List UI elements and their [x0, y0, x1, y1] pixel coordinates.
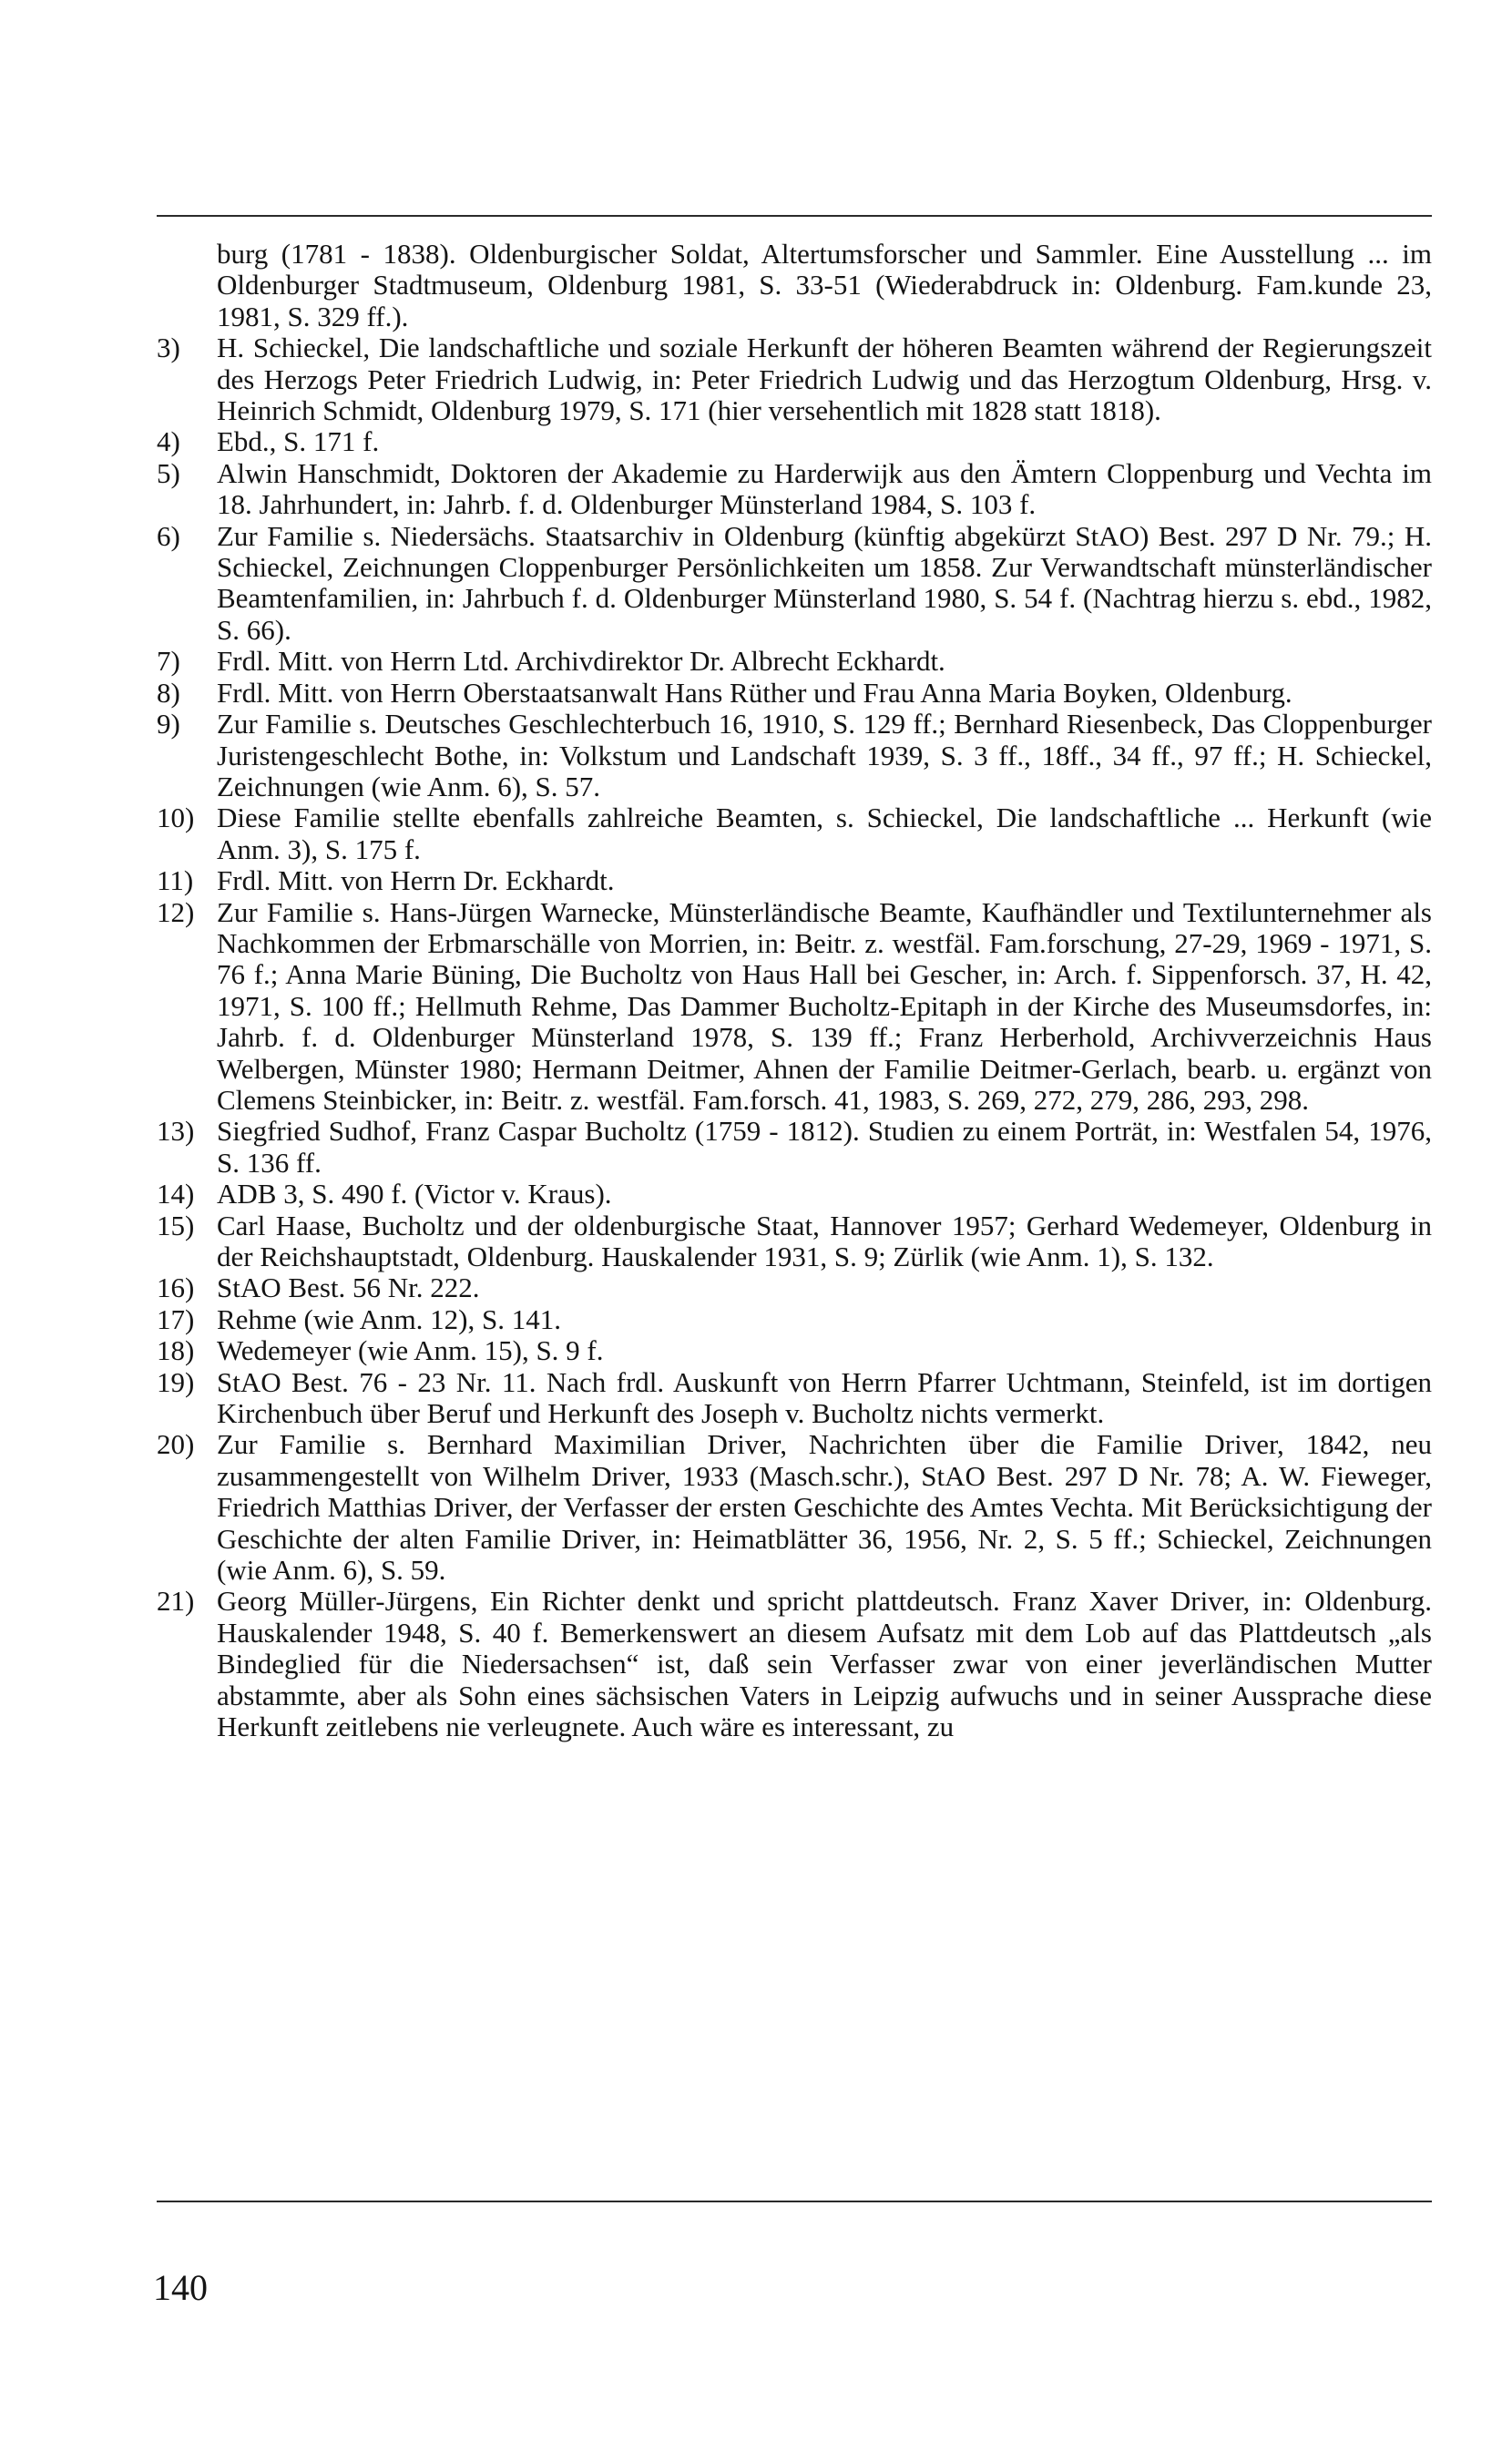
- footnote-number: 4): [157, 425, 180, 458]
- footnote-text: Siegfried Sudhof, Franz Caspar Bucholtz (1759 - 1812). Studien zu einem Porträt, in: Westfalen 54, 1976, S. 136 ff.: [217, 1115, 1432, 1179]
- page-number: 140: [153, 2267, 208, 2308]
- footnote: [157, 1367, 1432, 1430]
- footnote: [157, 1335, 1432, 1366]
- footnote-text: Frdl. Mitt. von Herrn Dr. Eckhardt.: [217, 864, 615, 897]
- footnote-number: 18): [157, 1334, 195, 1367]
- footnote-number: 17): [157, 1302, 195, 1335]
- footnote: [157, 239, 1432, 332]
- footnote-number: 12): [157, 895, 195, 928]
- footnote-text: Ebd., S. 171 f.: [217, 425, 380, 458]
- footnote-number: 20): [157, 1428, 195, 1461]
- footnote-number: 9): [157, 708, 180, 740]
- footnote-number: 11): [157, 864, 194, 897]
- footnote: [157, 1586, 1432, 1742]
- footnotes: [157, 239, 1432, 1743]
- footnote-text: Zur Familie s. Deutsches Geschlechterbuch 16, 1910, S. 129 ff.; Bernhard Riesenbeck, Das Cloppenburger Juristengeschlecht Bothe, in: Volkstum und Landschaft 1939, S. 3 ff., 18ff., 34 ff., 97 ff.; H. Schieckel, Zeichnungen (wie Anm. 6), S. 57.: [217, 708, 1432, 802]
- footnote-number: 10): [157, 802, 195, 834]
- footnote: [157, 1429, 1432, 1586]
- footnote-number: 14): [157, 1178, 195, 1210]
- footnote-number: 7): [157, 645, 180, 678]
- footnote-number: 19): [157, 1365, 195, 1398]
- footnote: [157, 426, 1432, 457]
- footnote-number: 15): [157, 1209, 195, 1241]
- footnote-number: 3): [157, 332, 180, 364]
- footnote-text: Rehme (wie Anm. 12), S. 141.: [217, 1302, 561, 1335]
- footnote: [157, 1179, 1432, 1210]
- bottom-rule: [157, 2201, 1432, 2202]
- footnote: [157, 678, 1432, 709]
- footnote: [157, 897, 1432, 1117]
- footnote-text: burg (1781 - 1838). Oldenburgischer Soldat, Altertumsforscher und Sammler. Eine Ausstellung ... im Oldenburger Stadtmuseum, Oldenburg 1981, S. 33-51 (Wiederabdruck in: Oldenburg. Fam.kunde 23, 1981, S. 329 ff.).: [217, 238, 1432, 332]
- top-rule: [157, 215, 1432, 217]
- footnote-text: Carl Haase, Bucholtz und der oldenburgische Staat, Hannover 1957; Gerhard Wedemeyer, Oldenburg in der Reichshauptstadt, Oldenburg. Hauskalender 1931, S. 9; Zürlik (wie Anm. 1), S. 132.: [217, 1209, 1432, 1272]
- footnote: [157, 865, 1432, 896]
- footnote-text: H. Schieckel, Die landschaftliche und soziale Herkunft der höheren Beamten während der Regierungszeit des Herzogs Peter Friedrich Ludwig, in: Peter Friedrich Ludwig und das Herzogtum Oldenburg, Hrsg. v. Heinrich Schmidt, Oldenburg 1979, S. 171 (hier versehentlich mit 1828 statt 1818).: [217, 332, 1432, 427]
- footnote: [157, 709, 1432, 802]
- footnote-text: Diese Familie stellte ebenfalls zahlreiche Beamten, s. Schieckel, Die landschaftliche ... Herkunft (wie Anm. 3), S. 175 f.: [217, 802, 1432, 865]
- footnote-text: StAO Best. 56 Nr. 222.: [217, 1272, 480, 1304]
- footnote-text: ADB 3, S. 490 f. (Victor v. Kraus).: [217, 1178, 612, 1210]
- footnote: [157, 1210, 1432, 1273]
- footnote-number: 5): [157, 456, 180, 489]
- footnote: [157, 802, 1432, 865]
- footnote-text: StAO Best. 76 - 23 Nr. 11. Nach frdl. Auskunft von Herrn Pfarrer Uchtmann, Steinfeld, ist im dortigen Kirchenbuch über Beruf und Herkunft des Joseph v. Bucholtz nichts vermerkt.: [217, 1365, 1432, 1430]
- footnote-text: Alwin Hanschmidt, Doktoren der Akademie zu Harderwijk aus den Ämtern Cloppenburg und Vechta im 18. Jahrhundert, in: Jahrb. f. d. Oldenburger Münsterland 1984, S. 103 f.: [217, 456, 1432, 521]
- footnote: [157, 521, 1432, 647]
- footnote: [157, 458, 1432, 521]
- footnote-number: 13): [157, 1115, 195, 1148]
- footnote-number: 21): [157, 1585, 195, 1618]
- footnote-number: 6): [157, 519, 180, 552]
- footnote: [157, 1116, 1432, 1179]
- footnote-number: 16): [157, 1272, 195, 1304]
- footnote-text: Zur Familie s. Hans-Jürgen Warnecke, Münsterländische Beamte, Kaufhändler und Textilunternehmer als Nachkommen der Erbmarschälle von Morrien, in: Beitr. z. westfäl. Fam.forschung, 27-29, 1969 - 1971, S. 76 f.; Anna Marie Büning, Die Bucholtz von Haus Hall bei Gescher, in: Arch. f. Sippenforsch. 37, H. 42, 1971, S. 100 ff.; Hellmuth Rehme, Das Dammer Bucholtz-Epitaph in der Kirche des Museumsdorfes, in: Jahrb. f. d. Oldenburger Münsterland 1978, S. 139 ff.; Franz Herberhold, Archivverzeichnis Haus Welbergen, Münster 1980; Hermann Deitmer, Ahnen der Familie Deitmer-Gerlach, bearb. u. ergänzt von Clemens Steinbicker, in: Beitr. z. westfäl. Fam.forsch. 41, 1983, S. 269, 272, 279, 286, 293, 298.: [217, 895, 1432, 1116]
- footnote-text: Frdl. Mitt. von Herrn Ltd. Archivdirektor Dr. Albrecht Eckhardt.: [217, 645, 945, 678]
- footnote-text: Georg Müller-Jürgens, Ein Richter denkt und spricht plattdeutsch. Franz Xaver Driver, in: Oldenburg. Hauskalender 1948, S. 40 f. Bemerkenswert an diesem Aufsatz mit dem Lob auf das Plattdeutsch „als Bindeglied für die Niedersachsen“ ist, daß sein Verfasser zwar von einer jeverländischen Mutter abstammte, aber als Sohn eines sächsischen Vaters in Leipzig aufwuchs und in seiner Aussprache diese Herkunft zeitlebens nie verleugnete. Auch wäre es interessant, zu: [217, 1585, 1432, 1743]
- footnote-text: Zur Familie s. Bernhard Maximilian Driver, Nachrichten über die Familie Driver, 1842, neu zusammengestellt von Wilhelm Driver, 1933 (Masch.schr.), StAO Best. 297 D Nr. 78; A. W. Fieweger, Friedrich Matthias Driver, der Verfasser der ersten Geschichte des Amtes Vechta. Mit Berücksichtigung der Geschichte der alten Familie Driver, in: Heimatblätter 36, 1956, Nr. 2, S. 5 ff.; Schieckel, Zeichnungen (wie Anm. 6), S. 59.: [217, 1428, 1432, 1587]
- footnote: [157, 646, 1432, 677]
- footnote: [157, 1272, 1432, 1303]
- footnote: [157, 332, 1432, 426]
- footnote-text: Wedemeyer (wie Anm. 15), S. 9 f.: [217, 1334, 604, 1367]
- footnote-text: Frdl. Mitt. von Herrn Oberstaatsanwalt Hans Rüther und Frau Anna Maria Boyken, Oldenburg.: [217, 676, 1292, 709]
- footnote-text: Zur Familie s. Niedersächs. Staatsarchiv in Oldenburg (künftig abgekürzt StAO) Best. 297 D Nr. 79.; H. Schieckel, Zeichnungen Cloppenburger Persönlichkeiten um 1858. Zur Verwandtschaft münsterländischer Beamtenfamilien, in: Jahrbuch f. d. Oldenburger Münsterland 1980, S. 54 f. (Nachtrag hierzu s. ebd., 1982, S. 66).: [217, 519, 1432, 646]
- footnote-number: 8): [157, 676, 180, 709]
- footnote: [157, 1304, 1432, 1335]
